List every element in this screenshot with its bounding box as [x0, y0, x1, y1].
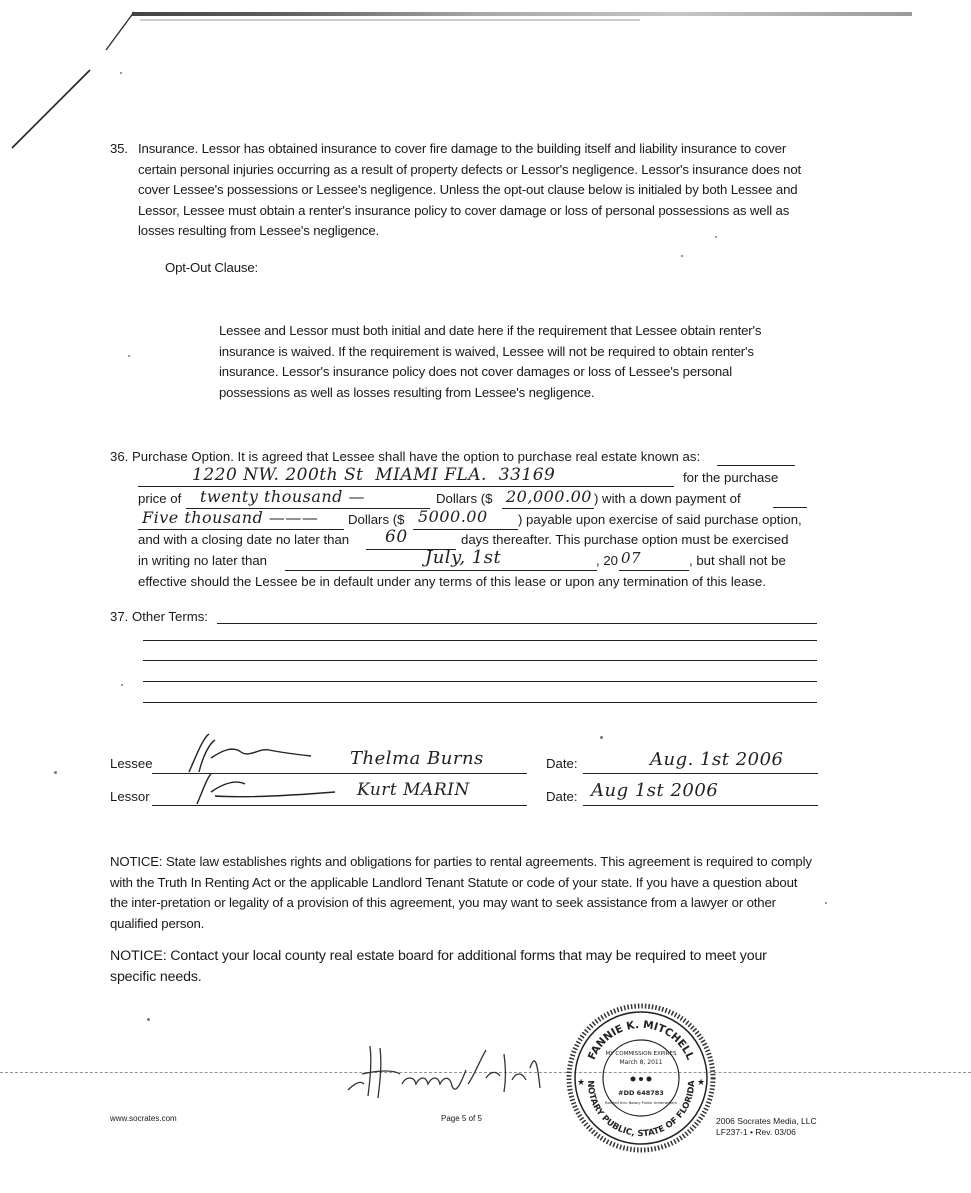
lessor-printed-name: Kurt MARIN [357, 780, 470, 800]
price-of-label: price of [138, 491, 182, 506]
payable-label: ) payable upon exercise of said purchase option, [518, 512, 802, 527]
scan-speck [147, 1018, 150, 1021]
price-words-handwritten: twenty thousand — [200, 487, 366, 506]
section-36-intro: 36. Purchase Option. It is agreed that Lessee shall have the option to purchase real estate known as: [110, 449, 701, 464]
section-37-label: 37. Other Terms: [110, 609, 208, 624]
lessee-date-handwritten: Aug. 1st 2006 [650, 749, 784, 770]
other-terms-line-2 [143, 640, 817, 641]
down-payment-label: ) with a down payment of [594, 491, 741, 506]
opt-out-text: Lessee and Lessor must both initial and date here if the requirement that Lessee obtain renter's insurance is waived. If the requirement is waived, Lessee will not be required to obtain renter's insurance. Lessor's insurance policy does not cover damages or loss of Lessee's personal possessions as well as losses resulting from Lessee's negligence. [219, 323, 762, 400]
scan-corner-stroke [0, 0, 140, 160]
opt-out-label: Opt-Out Clause: [165, 260, 259, 275]
seal-state-text: NOTARY PUBLIC, STATE OF FLORIDA [584, 1080, 698, 1140]
down-words-handwritten: Five thousand ——— [142, 508, 319, 527]
svg-text:★: ★ [696, 1078, 706, 1088]
price-amount-handwritten: 20,000.00 [506, 487, 592, 506]
footer-form-code: LF237-1 • Rev. 03/06 [716, 1127, 796, 1137]
down-payment-line-end [773, 507, 807, 508]
scan-speck [681, 255, 683, 257]
other-terms-line-1 [217, 623, 817, 624]
scan-speck [54, 771, 57, 774]
closing-suffix-label: days thereafter. This purchase option must be exercised [461, 532, 789, 547]
closing-prefix-label: and with a closing date no later than [138, 532, 350, 547]
lessor-date-label: Date: [546, 789, 578, 804]
down-amount-handwritten: 5000.00 [418, 507, 488, 526]
lessor-signature-scrawl [185, 768, 345, 808]
dollars-label-2: Dollars ($ [348, 512, 405, 527]
seal-expires-text: March 8, 2011 [619, 1059, 663, 1066]
closing-days-handwritten: 60 [385, 527, 408, 547]
lessee-date-label: Date: [546, 756, 578, 771]
default-condition-text: effective should the Lessee be in default under any terms of this lease or upon any termination of this lease. [138, 574, 767, 589]
other-terms-line-5 [143, 702, 817, 703]
notice-state-law: NOTICE: State law establishes rights and obligations for parties to rental agreements. This agreement is required to comply with the Truth In Renting Act or the applicable Landlord Tenant Statute or code of your state. If you have a question about the inter-pretation or legality of a provision of this agreement, you may want to seek assistance from a lawyer or other qualified person. [110, 854, 812, 931]
year-prefix-label: , 20 [596, 553, 618, 568]
scan-speck [600, 736, 603, 739]
lessor-date-handwritten: Aug 1st 2006 [591, 780, 719, 801]
scan-speck [825, 902, 827, 904]
scan-speck [715, 236, 717, 238]
seal-name-text: FANNIE K. MITCHELL [585, 1018, 697, 1062]
scan-edge-top-2 [140, 19, 640, 21]
notary-signature-scrawl [340, 1040, 580, 1100]
scan-speck [120, 72, 122, 74]
year-handwritten: 07 [621, 549, 642, 567]
lessee-printed-name: Thelma Burns [350, 748, 484, 769]
seal-commission-text: MY COMMISSION EXPIRES [605, 1051, 677, 1057]
section-35-number: 35. [110, 141, 128, 156]
lessee-label: Lessee [110, 756, 153, 771]
seal-bonded-text: Bonded thru Notary Public Underwriters [605, 1101, 677, 1105]
footer-page-number: Page 5 of 5 [441, 1114, 482, 1123]
address-line-end [717, 465, 795, 466]
address-handwritten: 1220 NW. 200th St MIAMI FLA. 33169 [192, 465, 556, 485]
footer-website: www.socrates.com [110, 1114, 177, 1123]
other-terms-line-3 [143, 660, 817, 661]
svg-text:★: ★ [576, 1078, 586, 1088]
lessor-label: Lessor [110, 789, 150, 804]
footer-copyright: 2006 Socrates Media, LLC [716, 1116, 817, 1126]
writing-suffix-label: , but shall not be [689, 553, 786, 568]
scan-speck [128, 355, 130, 357]
seal-number-text: #DD 648783 [618, 1089, 664, 1097]
dollars-label-1: Dollars ($ [436, 491, 493, 506]
scan-edge-top [132, 12, 912, 16]
notary-seal [566, 1003, 716, 1153]
other-terms-line-4 [143, 681, 817, 682]
deadline-date-handwritten: July, 1st [425, 547, 502, 568]
for-the-purchase-label: for the purchase [683, 470, 779, 485]
section-35-insurance-text: Insurance. Lessor has obtained insurance to cover fire damage to the building itself and liability insurance to cover certain personal injuries occurring as a result of property defects or Lessor's negligence. Lessor's insurance does not cover Lessee's possessions or Lessee's negligence. Unless the opt-out clause below is initialed by both Lessee and Lessor, Lessee must obtain a renter's insurance policy to cover damage or loss of personal possessions as well as losses resulting from Lessee's negligence. [138, 141, 802, 239]
scan-speck [121, 684, 123, 686]
notice-county-board: NOTICE: Contact your local county real estate board for additional forms that may be required to meet your specific needs. [110, 948, 767, 985]
writing-prefix-label: in writing no later than [138, 553, 268, 568]
